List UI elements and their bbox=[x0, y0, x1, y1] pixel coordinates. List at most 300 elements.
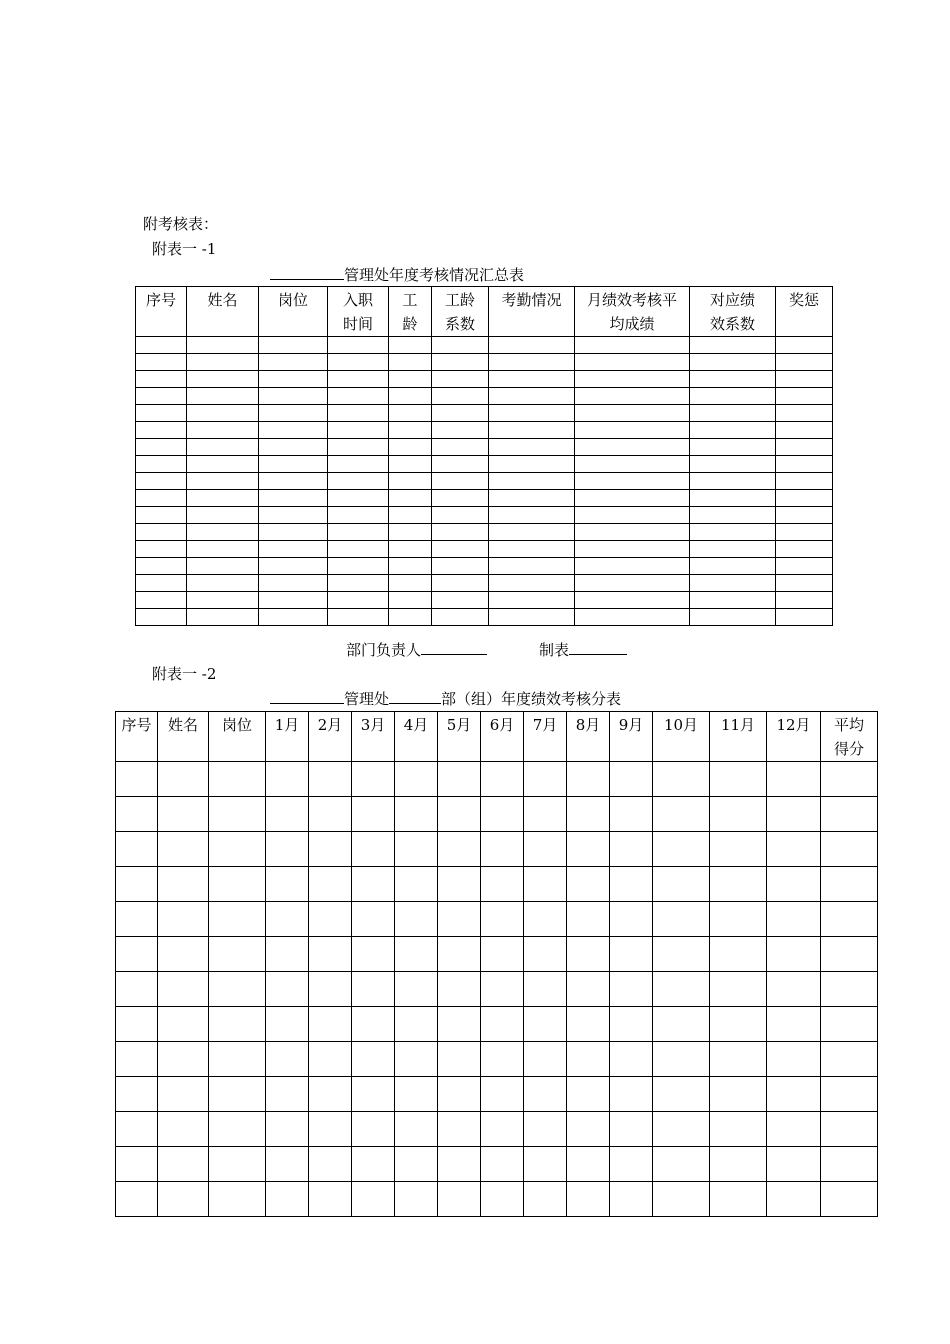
table-cell[interactable] bbox=[395, 1182, 438, 1217]
table-cell[interactable] bbox=[389, 592, 432, 609]
table-cell[interactable] bbox=[209, 867, 266, 902]
table-cell[interactable] bbox=[710, 972, 767, 1007]
table-cell[interactable] bbox=[328, 592, 389, 609]
table-cell[interactable] bbox=[259, 575, 328, 592]
table-cell[interactable] bbox=[389, 575, 432, 592]
table-cell[interactable] bbox=[653, 902, 710, 937]
table-cell[interactable] bbox=[653, 1042, 710, 1077]
table-cell[interactable] bbox=[821, 902, 878, 937]
table-cell[interactable] bbox=[776, 388, 833, 405]
table-cell[interactable] bbox=[209, 1112, 266, 1147]
table-cell[interactable] bbox=[567, 1007, 610, 1042]
table-cell[interactable] bbox=[653, 1077, 710, 1112]
table-cell[interactable] bbox=[438, 867, 481, 902]
table-cell[interactable] bbox=[389, 473, 432, 490]
table-cell[interactable] bbox=[389, 422, 432, 439]
table-cell[interactable] bbox=[690, 490, 776, 507]
table-cell[interactable] bbox=[309, 1077, 352, 1112]
table-cell[interactable] bbox=[489, 439, 575, 456]
table-cell[interactable] bbox=[187, 337, 259, 354]
table-cell[interactable] bbox=[481, 1182, 524, 1217]
table-cell[interactable] bbox=[432, 541, 489, 558]
table-cell[interactable] bbox=[187, 473, 259, 490]
table-cell[interactable] bbox=[821, 1147, 878, 1182]
table-cell[interactable] bbox=[524, 937, 567, 972]
table-cell[interactable] bbox=[352, 832, 395, 867]
table-cell[interactable] bbox=[352, 1077, 395, 1112]
table-cell[interactable] bbox=[481, 1042, 524, 1077]
table-cell[interactable] bbox=[776, 575, 833, 592]
table-cell[interactable] bbox=[266, 832, 309, 867]
table-cell[interactable] bbox=[352, 902, 395, 937]
table-cell[interactable] bbox=[690, 371, 776, 388]
table-cell[interactable] bbox=[524, 867, 567, 902]
table-cell[interactable] bbox=[136, 592, 187, 609]
table-cell[interactable] bbox=[266, 1112, 309, 1147]
table-cell[interactable] bbox=[352, 937, 395, 972]
table-cell[interactable] bbox=[767, 867, 821, 902]
table-cell[interactable] bbox=[690, 507, 776, 524]
table-cell[interactable] bbox=[776, 473, 833, 490]
table-cell[interactable] bbox=[328, 541, 389, 558]
table-cell[interactable] bbox=[567, 867, 610, 902]
table-cell[interactable] bbox=[259, 592, 328, 609]
table-cell[interactable] bbox=[209, 762, 266, 797]
table-cell[interactable] bbox=[610, 832, 653, 867]
table-cell[interactable] bbox=[395, 937, 438, 972]
dept-head-blank[interactable] bbox=[421, 639, 487, 655]
table-cell[interactable] bbox=[395, 762, 438, 797]
table-cell[interactable] bbox=[352, 972, 395, 1007]
table-cell[interactable] bbox=[432, 575, 489, 592]
table-cell[interactable] bbox=[395, 1077, 438, 1112]
table-cell[interactable] bbox=[438, 762, 481, 797]
table-cell[interactable] bbox=[389, 541, 432, 558]
table-cell[interactable] bbox=[575, 405, 690, 422]
table-cell[interactable] bbox=[158, 762, 209, 797]
table-cell[interactable] bbox=[259, 524, 328, 541]
table-cell[interactable] bbox=[653, 937, 710, 972]
table-cell[interactable] bbox=[395, 972, 438, 1007]
table-cell[interactable] bbox=[158, 902, 209, 937]
table-cell[interactable] bbox=[328, 405, 389, 422]
table-cell[interactable] bbox=[524, 1077, 567, 1112]
table-cell[interactable] bbox=[209, 1147, 266, 1182]
table-cell[interactable] bbox=[209, 797, 266, 832]
table-cell[interactable] bbox=[610, 1112, 653, 1147]
table-cell[interactable] bbox=[266, 937, 309, 972]
table-cell[interactable] bbox=[395, 797, 438, 832]
table-cell[interactable] bbox=[136, 388, 187, 405]
table-cell[interactable] bbox=[690, 422, 776, 439]
table-cell[interactable] bbox=[432, 558, 489, 575]
table-cell[interactable] bbox=[575, 337, 690, 354]
table-cell[interactable] bbox=[328, 439, 389, 456]
table-cell[interactable] bbox=[438, 1077, 481, 1112]
table-cell[interactable] bbox=[653, 1147, 710, 1182]
table-cell[interactable] bbox=[116, 1077, 158, 1112]
table-cell[interactable] bbox=[567, 1042, 610, 1077]
table-cell[interactable] bbox=[567, 1182, 610, 1217]
table-cell[interactable] bbox=[136, 575, 187, 592]
table-cell[interactable] bbox=[187, 422, 259, 439]
table-cell[interactable] bbox=[767, 1182, 821, 1217]
table-cell[interactable] bbox=[389, 388, 432, 405]
table-cell[interactable] bbox=[610, 1042, 653, 1077]
table-cell[interactable] bbox=[610, 762, 653, 797]
table-cell[interactable] bbox=[653, 1182, 710, 1217]
table-cell[interactable] bbox=[309, 1007, 352, 1042]
table-cell[interactable] bbox=[259, 337, 328, 354]
table-cell[interactable] bbox=[116, 937, 158, 972]
table-cell[interactable] bbox=[767, 832, 821, 867]
table-cell[interactable] bbox=[395, 867, 438, 902]
table-cell[interactable] bbox=[710, 1042, 767, 1077]
table-cell[interactable] bbox=[567, 1112, 610, 1147]
table-cell[interactable] bbox=[821, 797, 878, 832]
table-cell[interactable] bbox=[776, 354, 833, 371]
table-cell[interactable] bbox=[821, 937, 878, 972]
table-cell[interactable] bbox=[136, 609, 187, 626]
table-cell[interactable] bbox=[209, 1182, 266, 1217]
table-cell[interactable] bbox=[767, 937, 821, 972]
dept-blank[interactable] bbox=[389, 688, 441, 704]
table-cell[interactable] bbox=[567, 1077, 610, 1112]
table-cell[interactable] bbox=[389, 507, 432, 524]
table-cell[interactable] bbox=[710, 1147, 767, 1182]
table-cell[interactable] bbox=[567, 902, 610, 937]
table-cell[interactable] bbox=[438, 1007, 481, 1042]
table-cell[interactable] bbox=[481, 972, 524, 1007]
table-cell[interactable] bbox=[136, 371, 187, 388]
table-cell[interactable] bbox=[489, 524, 575, 541]
table-cell[interactable] bbox=[710, 1007, 767, 1042]
table-cell[interactable] bbox=[187, 507, 259, 524]
table-cell[interactable] bbox=[116, 832, 158, 867]
table-cell[interactable] bbox=[266, 902, 309, 937]
table-cell[interactable] bbox=[432, 354, 489, 371]
table-cell[interactable] bbox=[116, 762, 158, 797]
table-cell[interactable] bbox=[438, 1147, 481, 1182]
table-cell[interactable] bbox=[266, 972, 309, 1007]
table-cell[interactable] bbox=[187, 524, 259, 541]
table-cell[interactable] bbox=[767, 972, 821, 1007]
table-cell[interactable] bbox=[653, 972, 710, 1007]
table-cell[interactable] bbox=[481, 797, 524, 832]
table-cell[interactable] bbox=[158, 867, 209, 902]
table-cell[interactable] bbox=[389, 371, 432, 388]
table-cell[interactable] bbox=[158, 832, 209, 867]
table-cell[interactable] bbox=[266, 1077, 309, 1112]
table-cell[interactable] bbox=[710, 1182, 767, 1217]
table-cell[interactable] bbox=[481, 902, 524, 937]
table-cell[interactable] bbox=[158, 1007, 209, 1042]
table-cell[interactable] bbox=[489, 422, 575, 439]
table-cell[interactable] bbox=[136, 558, 187, 575]
table-cell[interactable] bbox=[432, 507, 489, 524]
table-cell[interactable] bbox=[653, 762, 710, 797]
table-cell[interactable] bbox=[767, 797, 821, 832]
table-cell[interactable] bbox=[489, 473, 575, 490]
table-cell[interactable] bbox=[821, 1042, 878, 1077]
table-cell[interactable] bbox=[309, 1182, 352, 1217]
table-cell[interactable] bbox=[309, 1112, 352, 1147]
table-cell[interactable] bbox=[352, 1182, 395, 1217]
table-cell[interactable] bbox=[158, 797, 209, 832]
table-cell[interactable] bbox=[567, 832, 610, 867]
table-cell[interactable] bbox=[389, 524, 432, 541]
table-cell[interactable] bbox=[767, 1007, 821, 1042]
table-cell[interactable] bbox=[136, 490, 187, 507]
table-cell[interactable] bbox=[309, 832, 352, 867]
table-cell[interactable] bbox=[489, 541, 575, 558]
table-cell[interactable] bbox=[653, 867, 710, 902]
table-cell[interactable] bbox=[136, 405, 187, 422]
table-cell[interactable] bbox=[489, 388, 575, 405]
table-cell[interactable] bbox=[328, 354, 389, 371]
table-cell[interactable] bbox=[690, 541, 776, 558]
table-cell[interactable] bbox=[136, 354, 187, 371]
table-cell[interactable] bbox=[524, 1112, 567, 1147]
table-cell[interactable] bbox=[575, 354, 690, 371]
table-cell[interactable] bbox=[776, 609, 833, 626]
title-blank[interactable] bbox=[270, 264, 344, 280]
table-cell[interactable] bbox=[259, 439, 328, 456]
table-cell[interactable] bbox=[767, 762, 821, 797]
table-cell[interactable] bbox=[710, 762, 767, 797]
table-cell[interactable] bbox=[481, 1112, 524, 1147]
table-cell[interactable] bbox=[776, 422, 833, 439]
table-cell[interactable] bbox=[136, 541, 187, 558]
table-cell[interactable] bbox=[610, 902, 653, 937]
table-cell[interactable] bbox=[209, 902, 266, 937]
table-cell[interactable] bbox=[438, 1042, 481, 1077]
table-cell[interactable] bbox=[767, 1042, 821, 1077]
table-cell[interactable] bbox=[821, 1077, 878, 1112]
table-cell[interactable] bbox=[158, 937, 209, 972]
table-cell[interactable] bbox=[653, 797, 710, 832]
table-cell[interactable] bbox=[389, 405, 432, 422]
table-cell[interactable] bbox=[352, 762, 395, 797]
table-cell[interactable] bbox=[309, 1042, 352, 1077]
table-cell[interactable] bbox=[432, 456, 489, 473]
table-cell[interactable] bbox=[116, 972, 158, 1007]
table-cell[interactable] bbox=[776, 405, 833, 422]
table-cell[interactable] bbox=[395, 1112, 438, 1147]
table-cell[interactable] bbox=[489, 575, 575, 592]
table-cell[interactable] bbox=[690, 524, 776, 541]
table-cell[interactable] bbox=[328, 558, 389, 575]
table-cell[interactable] bbox=[136, 507, 187, 524]
table-cell[interactable] bbox=[395, 1147, 438, 1182]
table-cell[interactable] bbox=[524, 972, 567, 1007]
table-cell[interactable] bbox=[187, 371, 259, 388]
table-cell[interactable] bbox=[116, 1147, 158, 1182]
table-cell[interactable] bbox=[524, 1042, 567, 1077]
table-cell[interactable] bbox=[187, 388, 259, 405]
table-cell[interactable] bbox=[821, 867, 878, 902]
table-cell[interactable] bbox=[259, 388, 328, 405]
table-cell[interactable] bbox=[309, 1147, 352, 1182]
table-cell[interactable] bbox=[389, 439, 432, 456]
table-cell[interactable] bbox=[575, 473, 690, 490]
table-cell[interactable] bbox=[259, 456, 328, 473]
table-cell[interactable] bbox=[489, 507, 575, 524]
table-cell[interactable] bbox=[610, 1077, 653, 1112]
table-cell[interactable] bbox=[575, 592, 690, 609]
table-cell[interactable] bbox=[575, 371, 690, 388]
table-cell[interactable] bbox=[575, 558, 690, 575]
table-cell[interactable] bbox=[309, 797, 352, 832]
table-cell[interactable] bbox=[432, 592, 489, 609]
table-cell[interactable] bbox=[187, 439, 259, 456]
table-cell[interactable] bbox=[432, 490, 489, 507]
table-cell[interactable] bbox=[481, 867, 524, 902]
table-cell[interactable] bbox=[489, 558, 575, 575]
table-cell[interactable] bbox=[432, 422, 489, 439]
table-cell[interactable] bbox=[432, 405, 489, 422]
table-cell[interactable] bbox=[610, 972, 653, 1007]
table-cell[interactable] bbox=[259, 473, 328, 490]
table-cell[interactable] bbox=[309, 867, 352, 902]
table-cell[interactable] bbox=[524, 1147, 567, 1182]
table-cell[interactable] bbox=[481, 937, 524, 972]
table-cell[interactable] bbox=[767, 1147, 821, 1182]
table-cell[interactable] bbox=[136, 524, 187, 541]
table-cell[interactable] bbox=[821, 972, 878, 1007]
table-cell[interactable] bbox=[690, 592, 776, 609]
table-cell[interactable] bbox=[266, 1182, 309, 1217]
table-cell[interactable] bbox=[432, 337, 489, 354]
table-cell[interactable] bbox=[653, 832, 710, 867]
table-cell[interactable] bbox=[776, 558, 833, 575]
table-cell[interactable] bbox=[432, 609, 489, 626]
table-cell[interactable] bbox=[328, 422, 389, 439]
table-cell[interactable] bbox=[767, 902, 821, 937]
table-cell[interactable] bbox=[575, 541, 690, 558]
table-cell[interactable] bbox=[821, 1007, 878, 1042]
table-cell[interactable] bbox=[136, 422, 187, 439]
table-cell[interactable] bbox=[653, 1007, 710, 1042]
table-cell[interactable] bbox=[187, 490, 259, 507]
table-cell[interactable] bbox=[328, 473, 389, 490]
table-cell[interactable] bbox=[395, 832, 438, 867]
table-cell[interactable] bbox=[690, 354, 776, 371]
table-cell[interactable] bbox=[328, 388, 389, 405]
table-cell[interactable] bbox=[187, 456, 259, 473]
table-cell[interactable] bbox=[136, 337, 187, 354]
table-cell[interactable] bbox=[352, 1147, 395, 1182]
table-cell[interactable] bbox=[187, 354, 259, 371]
table-cell[interactable] bbox=[187, 592, 259, 609]
table-cell[interactable] bbox=[395, 1042, 438, 1077]
table-cell[interactable] bbox=[776, 337, 833, 354]
table-cell[interactable] bbox=[575, 422, 690, 439]
table-cell[interactable] bbox=[710, 1112, 767, 1147]
table-cell[interactable] bbox=[821, 1182, 878, 1217]
table-cell[interactable] bbox=[187, 541, 259, 558]
table-cell[interactable] bbox=[690, 575, 776, 592]
table-cell[interactable] bbox=[352, 1007, 395, 1042]
table-cell[interactable] bbox=[610, 1007, 653, 1042]
table-cell[interactable] bbox=[432, 524, 489, 541]
table-cell[interactable] bbox=[209, 1007, 266, 1042]
table-cell[interactable] bbox=[432, 473, 489, 490]
table-cell[interactable] bbox=[328, 575, 389, 592]
table-cell[interactable] bbox=[116, 867, 158, 902]
maker-blank[interactable] bbox=[569, 639, 627, 655]
table-cell[interactable] bbox=[438, 1182, 481, 1217]
title-blank[interactable] bbox=[270, 688, 344, 704]
table-cell[interactable] bbox=[352, 1042, 395, 1077]
table-cell[interactable] bbox=[116, 1042, 158, 1077]
table-cell[interactable] bbox=[524, 902, 567, 937]
table-cell[interactable] bbox=[389, 337, 432, 354]
table-cell[interactable] bbox=[328, 507, 389, 524]
table-cell[interactable] bbox=[610, 1147, 653, 1182]
table-cell[interactable] bbox=[776, 592, 833, 609]
table-cell[interactable] bbox=[136, 473, 187, 490]
table-cell[interactable] bbox=[524, 1182, 567, 1217]
table-cell[interactable] bbox=[481, 832, 524, 867]
table-cell[interactable] bbox=[567, 937, 610, 972]
table-cell[interactable] bbox=[567, 1147, 610, 1182]
table-cell[interactable] bbox=[259, 507, 328, 524]
table-cell[interactable] bbox=[610, 937, 653, 972]
table-cell[interactable] bbox=[524, 832, 567, 867]
table-cell[interactable] bbox=[524, 1007, 567, 1042]
table-cell[interactable] bbox=[209, 937, 266, 972]
table-cell[interactable] bbox=[690, 405, 776, 422]
table-cell[interactable] bbox=[710, 867, 767, 902]
table-cell[interactable] bbox=[481, 1077, 524, 1112]
table-cell[interactable] bbox=[776, 507, 833, 524]
table-cell[interactable] bbox=[136, 456, 187, 473]
table-cell[interactable] bbox=[116, 1112, 158, 1147]
table-cell[interactable] bbox=[575, 609, 690, 626]
table-cell[interactable] bbox=[209, 1042, 266, 1077]
table-cell[interactable] bbox=[266, 1147, 309, 1182]
table-cell[interactable] bbox=[821, 762, 878, 797]
table-cell[interactable] bbox=[767, 1112, 821, 1147]
table-cell[interactable] bbox=[328, 524, 389, 541]
table-cell[interactable] bbox=[575, 490, 690, 507]
table-cell[interactable] bbox=[767, 1077, 821, 1112]
table-cell[interactable] bbox=[389, 609, 432, 626]
table-cell[interactable] bbox=[690, 558, 776, 575]
table-cell[interactable] bbox=[187, 575, 259, 592]
table-cell[interactable] bbox=[328, 337, 389, 354]
table-cell[interactable] bbox=[481, 1147, 524, 1182]
table-cell[interactable] bbox=[259, 558, 328, 575]
table-cell[interactable] bbox=[209, 832, 266, 867]
table-cell[interactable] bbox=[158, 1042, 209, 1077]
table-cell[interactable] bbox=[158, 972, 209, 1007]
table-cell[interactable] bbox=[352, 1112, 395, 1147]
table-cell[interactable] bbox=[266, 762, 309, 797]
table-cell[interactable] bbox=[266, 867, 309, 902]
table-cell[interactable] bbox=[309, 902, 352, 937]
table-cell[interactable] bbox=[328, 490, 389, 507]
table-cell[interactable] bbox=[328, 371, 389, 388]
table-cell[interactable] bbox=[690, 609, 776, 626]
table-cell[interactable] bbox=[776, 371, 833, 388]
table-cell[interactable] bbox=[690, 388, 776, 405]
table-cell[interactable] bbox=[489, 609, 575, 626]
table-cell[interactable] bbox=[821, 1112, 878, 1147]
table-cell[interactable] bbox=[116, 1182, 158, 1217]
table-cell[interactable] bbox=[395, 1007, 438, 1042]
